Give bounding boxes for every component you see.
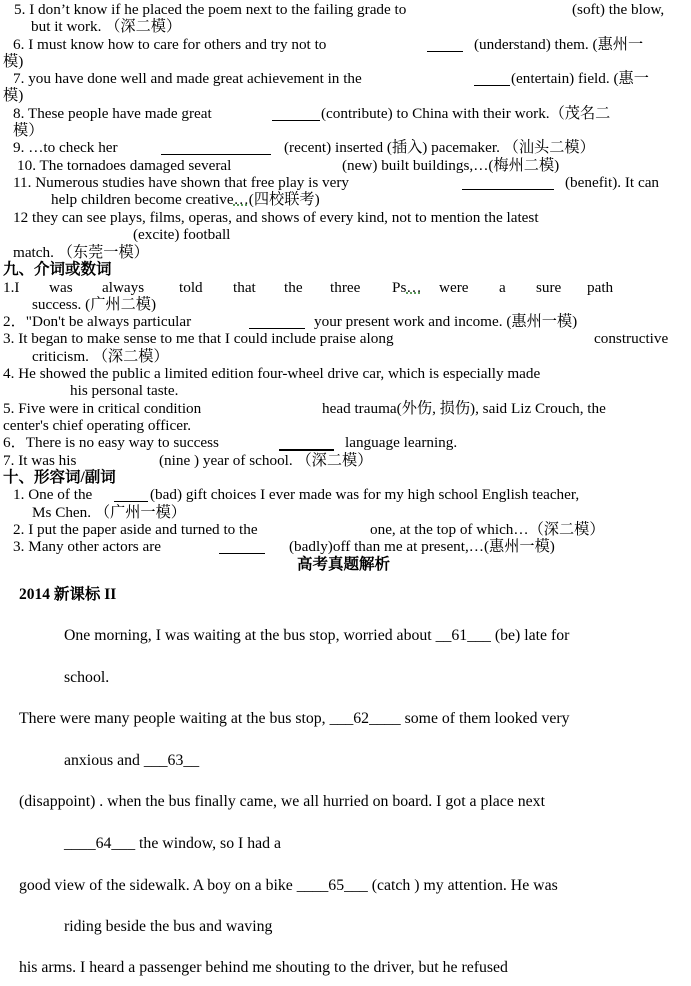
item-7-tail: 模) (3, 87, 24, 104)
s9-item-6-line (0, 433, 691, 452)
s9-1-w5: the (284, 279, 303, 296)
passage-1b: school. (64, 669, 110, 686)
item-9-text: 9. …to check her (13, 139, 118, 156)
subheading: 2014 新课标 II (19, 586, 117, 603)
s9-1-w6: three (330, 279, 361, 296)
s9-5-tail: center's chief operating officer. (3, 417, 191, 434)
item-11-cont (51, 190, 320, 209)
item-8-tail: 模） (13, 122, 44, 139)
s9-1-w2: always (102, 279, 145, 296)
passage-3b: ____64___ the window, so I had a (64, 835, 282, 852)
item-11-text: 11. Numerous studies have shown that free play is very (13, 174, 350, 191)
passage-3a: (disappoint) . when the bus finally came, we all hurried on board. I got a place next (19, 793, 545, 810)
s9-2-tail: your present work and income. (惠州一模) (314, 313, 578, 330)
s9-1-w9: sure (536, 279, 562, 296)
s9-6-text: 6．There is no easy way to success (3, 434, 219, 451)
passage-5a: his arms. I heard a passenger behind me shouting to the driver, but he refused (19, 959, 508, 976)
item-6-text: 6. I must know how to care for others and try not to (13, 36, 327, 53)
passage-4b: riding beside the bus and waving (64, 918, 273, 935)
s9-7-text: 7. It was his (3, 452, 77, 469)
section-10-title: 十、形容词/副词 (3, 469, 116, 486)
s9-4-tail: his personal taste. (70, 382, 179, 399)
passage-2a: There were many people waiting at the bus stop, ___62____ some of them looked very (19, 710, 570, 727)
item-5-source: but it work. （深二模） (31, 18, 182, 35)
s9-1-ps-ellipsis: … (406, 279, 422, 296)
s9-4-text: 4. He showed the public a limited edition four-wheel drive car, which is especially made (3, 365, 541, 382)
s9-item-3-line-1 (0, 329, 691, 348)
s9-1-tail: success. (广州二模) (32, 296, 157, 313)
s10-1-hint: (bad) gift choices I ever made was for my high school English teacher, (150, 486, 580, 503)
page-heading: 高考真题解析 (297, 556, 391, 573)
section-9-title-line (0, 260, 691, 279)
item-12-text: 12 they can see plays, films, operas, and shows of every kind, not to mention the latest (13, 209, 539, 226)
s9-7-hint: (nine ) year of school. （深二模） (159, 452, 373, 469)
subheading-line (0, 585, 691, 604)
s10-3-text: 3. Many other actors are (13, 538, 162, 555)
passage-2b: anxious and ___63__ (64, 752, 200, 769)
s9-5-text: 5. Five were in critical condition (3, 400, 202, 417)
s9-1-w8: a (499, 279, 506, 296)
s10-1-text: 1. One of the (13, 486, 93, 503)
passage-line-2 (0, 668, 691, 687)
s9-3-hint: constructive (594, 330, 669, 347)
item-5-text: 5. I don’t know if he placed the poem next to the failing grade to (14, 1, 407, 18)
passage-4a: good view of the sidewalk. A boy on a bike ____65___ (catch ) my attention. He was (19, 877, 558, 894)
s10-3-tail: (badly)off than me at present,…(惠州一模) (289, 538, 555, 555)
s10-2-tail: one, at the top of which…（深二模） (370, 521, 605, 538)
s9-1-w0: 1.I (3, 279, 20, 296)
s9-2-text: 2．"Don't be always particular (3, 313, 192, 330)
item-12-hint: (excite) football (133, 226, 231, 243)
s9-6-tail: language learning. (345, 434, 458, 451)
item-10-hint: (new) built buildings,…(梅州二模) (342, 157, 560, 174)
s9-1-w10: path (587, 279, 614, 296)
item-11-cont-text: help children become creative (51, 191, 234, 208)
s9-5-hint: head trauma(外伤, 损伤), said Liz Crouch, the (322, 400, 606, 417)
item-11-ellipsis: … (233, 191, 249, 208)
s9-item-4-line-2 (0, 381, 691, 400)
item-12-line-2 (0, 225, 691, 244)
passage-line-3 (0, 709, 691, 728)
passage-line-5 (0, 792, 691, 811)
item-7-line-2 (0, 86, 691, 105)
s9-1-ps-text: Ps (392, 279, 407, 296)
item-5-hint: (soft) the blow, (572, 1, 665, 18)
s10-2-text: 2. I put the paper aside and turned to the (13, 521, 258, 538)
s9-3-text: 3. It began to make sense to me that I could include praise along (3, 330, 394, 347)
item-9-hint: (recent) inserted (插入) pacemaker. （汕头二模） (284, 139, 595, 156)
item-8-text: 8. These people have made great (13, 105, 212, 122)
item-11-hint: (benefit). It can (565, 174, 660, 191)
s10-1-tail: Ms Chen. （广州一模） (32, 504, 186, 521)
passage-line-9 (0, 958, 691, 977)
passage-line-4 (0, 751, 691, 770)
s9-1-w4: that (233, 279, 256, 296)
s10-item-1-line-1 (0, 485, 691, 504)
item-5-line-2 (0, 17, 691, 36)
s9-1-w1: was (49, 279, 73, 296)
s9-1-w7: were (439, 279, 469, 296)
item-12-tail: match. （东莞一模） (13, 244, 149, 261)
section-9-title: 九、介词或数词 (3, 261, 112, 278)
s9-3-tail: criticism. （深二模） (32, 348, 169, 365)
item-9-line (0, 138, 691, 157)
passage-line-1 (0, 626, 691, 645)
item-6-tail: 模) (3, 53, 24, 70)
s10-item-3-line (0, 537, 691, 556)
heading-line (0, 555, 691, 574)
passage-line-7 (0, 876, 691, 895)
s9-1-w3: told (179, 279, 203, 296)
item-6-hint: (understand) them. (惠州一 (474, 36, 644, 53)
passage-line-6 (0, 834, 691, 853)
item-11-source: (四校联考) (248, 191, 320, 208)
item-7-hint: (entertain) field. (惠一 (511, 70, 649, 87)
item-8-hint: (contribute) to China with their work.（茂名二 (321, 105, 611, 122)
item-10-text: 10. The tornadoes damaged several (17, 157, 232, 174)
item-11-line-2 (0, 190, 691, 209)
passage-line-8 (0, 917, 691, 936)
passage-1a: One morning, I was waiting at the bus stop, worried about __61___ (be) late for (64, 627, 570, 644)
item-7-text: 7. you have done well and made great achievement in the (13, 70, 362, 87)
